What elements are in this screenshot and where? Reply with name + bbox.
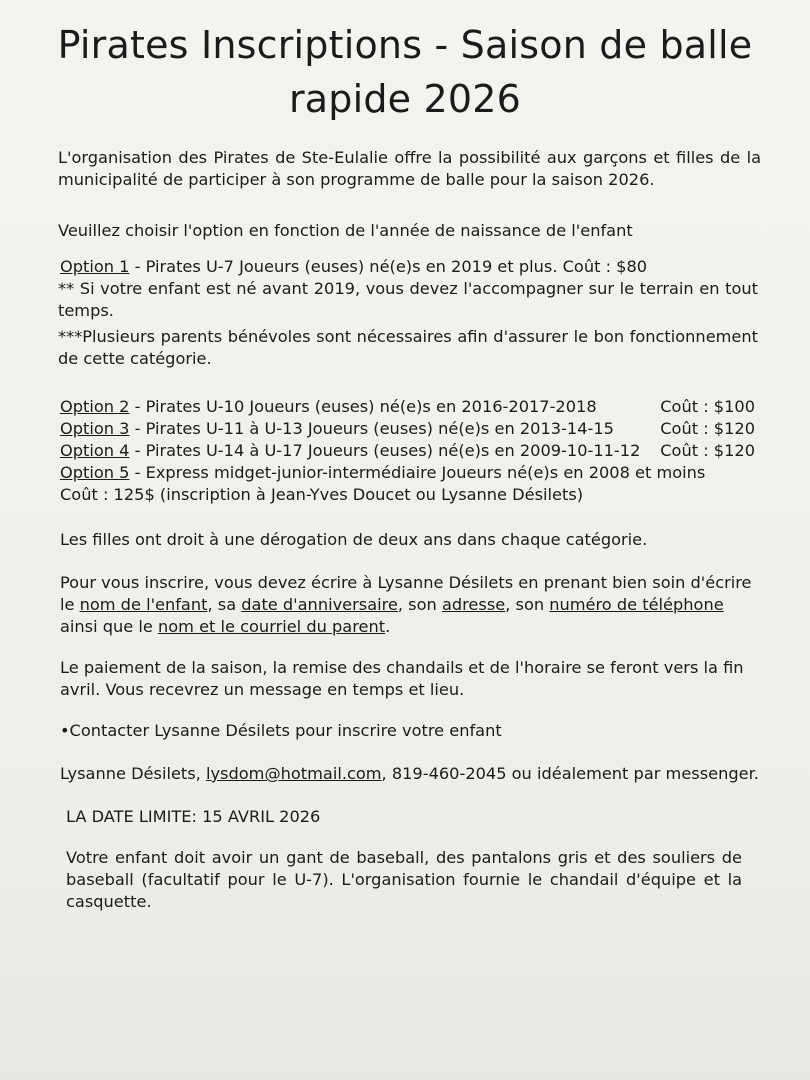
option-2-cost: Coût : $100 — [660, 397, 755, 416]
required-parent-contact: nom et le courriel du parent — [158, 617, 386, 636]
intro-paragraph: L'organisation des Pirates de Ste-Eulalie offre la possibilité aux garçons et filles de la municipalité de participer à son programme de balle pour la saison 2026. — [58, 148, 761, 189]
register-line-3: ainsi que le nom et le courriel du parent. — [60, 617, 391, 636]
option-5-cost: Coût : 125$ (inscription à Jean-Yves Doucet ou Lysanne Désilets) — [60, 485, 584, 504]
option-4-label: Option 4 — [60, 441, 130, 460]
payment-text: Le paiement de la saison, la remise des chandails et de l'horaire se feront vers la fin avril. Vous recevrez un message en temps et lieu. — [60, 658, 744, 699]
contact-email-link[interactable]: lysdom@hotmail.com — [205, 764, 382, 783]
option-4-cost: Coût : $120 — [660, 441, 755, 460]
register-line-2: le nom de l'enfant, sa date d'anniversaire, son adresse, son numéro de téléphone — [60, 595, 724, 614]
option-4-text: - Pirates U-14 à U-17 Joueurs (euses) né(e)s en 2009-10-11-12 — [129, 441, 641, 460]
option-5-line — [60, 462, 705, 484]
option-2-text: - Pirates U-10 Joueurs (euses) né(e)s en 2016-2017-2018 — [129, 397, 597, 416]
page-title: Pirates Inscriptions - Saison de balle rapide 2026 — [57, 23, 753, 121]
option-3-cost: Coût : $120 — [660, 419, 755, 438]
contact-phone: , 819-460-2045 ou idéalement par messenger. — [381, 764, 759, 783]
contact-name: Lysanne Désilets, — [60, 764, 206, 783]
register-line-1: Pour vous inscrire, vous devez écrire à Lysanne Désilets en prenant bien soin d'écrire — [60, 573, 752, 592]
option-5-text: - Express midget-junior-intermédiaire Joueurs né(e)s en 2008 et moins — [129, 463, 706, 482]
required-address: adresse — [441, 595, 506, 614]
option-1-note-1: ** Si votre enfant est né avant 2019, vous devez l'accompagner sur le terrain en tout temps. — [58, 279, 758, 320]
option-2-label: Option 2 — [60, 397, 130, 416]
option-3-text: - Pirates U-11 à U-13 Joueurs (euses) né(e)s en 2013-14-15 — [129, 419, 614, 438]
option-3-label: Option 3 — [60, 419, 130, 438]
contact-instruction: •Contacter Lysanne Désilets pour inscrire votre enfant — [60, 721, 502, 740]
option-4-row — [60, 440, 755, 462]
derogation-text: Les filles ont droit à une dérogation de deux ans dans chaque catégorie. — [60, 530, 648, 549]
option-5-label: Option 5 — [60, 463, 130, 482]
option-1-note-2: ***Plusieurs parents bénévoles sont nécessaires afin d'assurer le bon fonctionnement de cette catégorie. — [58, 327, 758, 368]
equipment-text: Votre enfant doit avoir un gant de baseball, des pantalons gris et des souliers de baseball (facultatif pour le U-7). L'organisation fournie le chandail d'équipe et la casquette. — [66, 848, 742, 911]
option-2-row — [60, 396, 755, 418]
required-phone: numéro de téléphone — [549, 595, 724, 614]
contact-line — [60, 763, 759, 785]
option-1-line — [60, 256, 647, 278]
option-1-label: Option 1 — [60, 257, 130, 276]
option-1-text: - Pirates U-7 Joueurs (euses) né(e)s en 2019 et plus. Coût : $80 — [129, 257, 648, 276]
required-child-name: nom de l'enfant — [79, 595, 208, 614]
option-3-row — [60, 418, 755, 440]
choose-instruction: Veuillez choisir l'option en fonction de l'année de naissance de l'enfant — [58, 221, 633, 240]
required-birthdate: date d'anniversaire — [241, 595, 398, 614]
deadline-text: LA DATE LIMITE: 15 AVRIL 2026 — [66, 807, 321, 826]
